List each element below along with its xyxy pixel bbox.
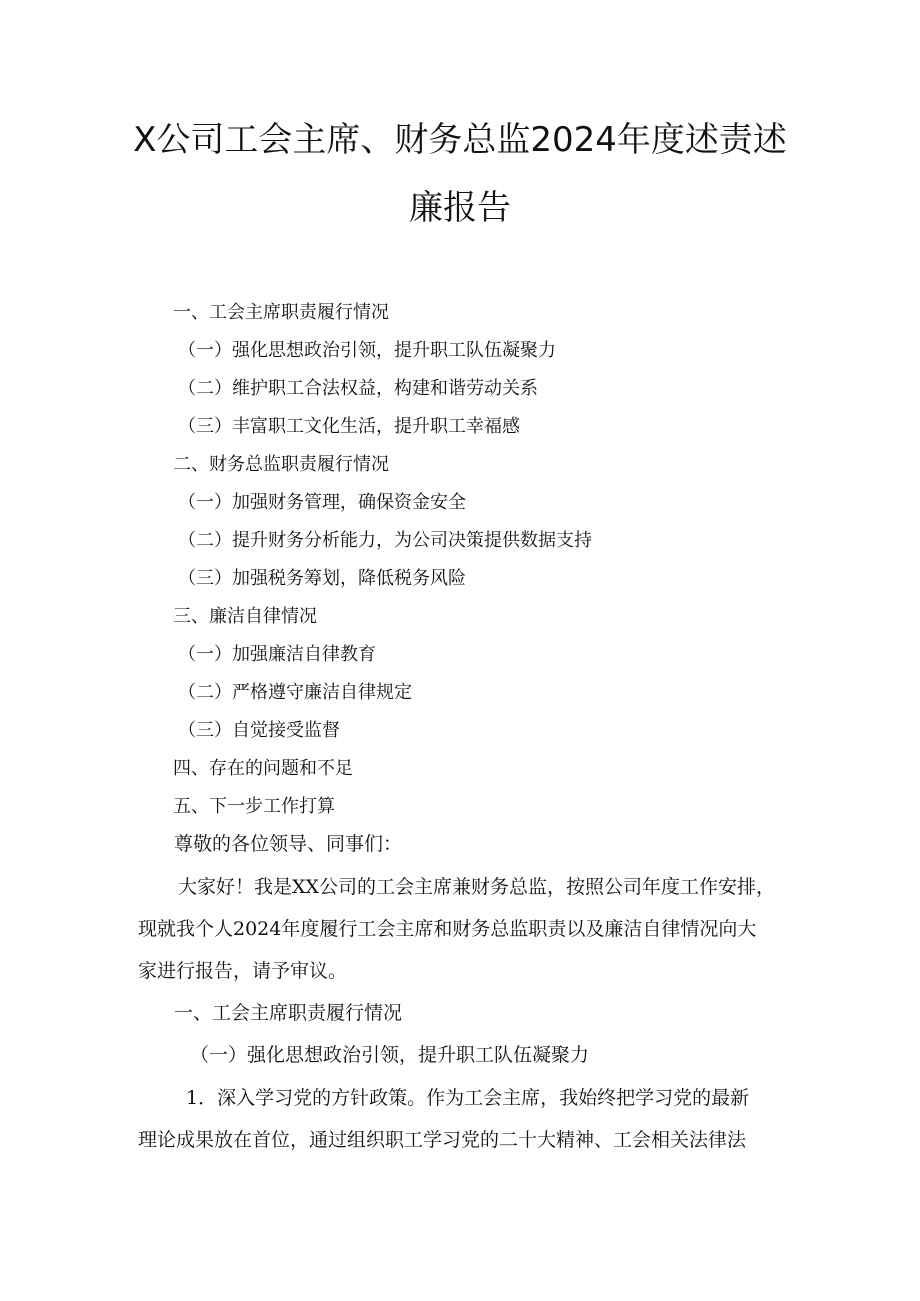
document-title-line-1: X公司工会主席、财务总监2024年度述责述 — [133, 120, 787, 160]
outline-item: 二、财务总监职责履行情况 — [173, 454, 389, 475]
outline-item: （二）严格遵守廉洁自律规定 — [178, 682, 412, 703]
section-heading: 一、工会主席职责履行情况 — [174, 1002, 403, 1024]
intro-line: 家进行报告，请予审议。 — [138, 960, 348, 982]
outline-item: （三）丰富职工文化生活，提升职工幸福感 — [178, 416, 520, 437]
greeting: 尊敬的各位领导、同事们： — [174, 833, 403, 855]
outline-item: （二）提升财务分析能力，为公司决策提供数据支持 — [178, 530, 592, 551]
outline-item: 一、工会主席职责履行情况 — [173, 302, 389, 323]
outline-item: （三）自觉接受监督 — [178, 720, 340, 741]
intro-line: 现就我个人2024年度履行工会主席和财务总监职责以及廉洁自律情况向大 — [138, 918, 757, 940]
outline-item: 三、廉洁自律情况 — [173, 606, 317, 627]
document-title-line-2: 廉报告 — [409, 188, 511, 228]
paragraph-line: 1．深入学习党的方针政策。作为工会主席，我始终把学习党的最新 — [186, 1087, 750, 1109]
outline-item: （一）加强廉洁自律教育 — [178, 644, 376, 665]
outline-item: 五、下一步工作打算 — [173, 796, 335, 817]
outline-item: （三）加强税务筹划，降低税务风险 — [178, 568, 466, 589]
subsection-heading: （一）强化思想政治引领，提升职工队伍凝聚力 — [190, 1044, 590, 1066]
intro-line: 大家好！我是XX公司的工会主席兼财务总监，按照公司年度工作安排， — [178, 876, 776, 898]
outline-item: （一）加强财务管理，确保资金安全 — [178, 492, 466, 513]
outline-item: （一）强化思想政治引领，提升职工队伍凝聚力 — [178, 340, 556, 361]
paragraph-line: 理论成果放在首位，通过组织职工学习党的二十大精神、工会相关法律法 — [138, 1129, 747, 1151]
outline-item: 四、存在的问题和不足 — [173, 758, 353, 779]
outline-item: （二）维护职工合法权益，构建和谐劳动关系 — [178, 378, 538, 399]
